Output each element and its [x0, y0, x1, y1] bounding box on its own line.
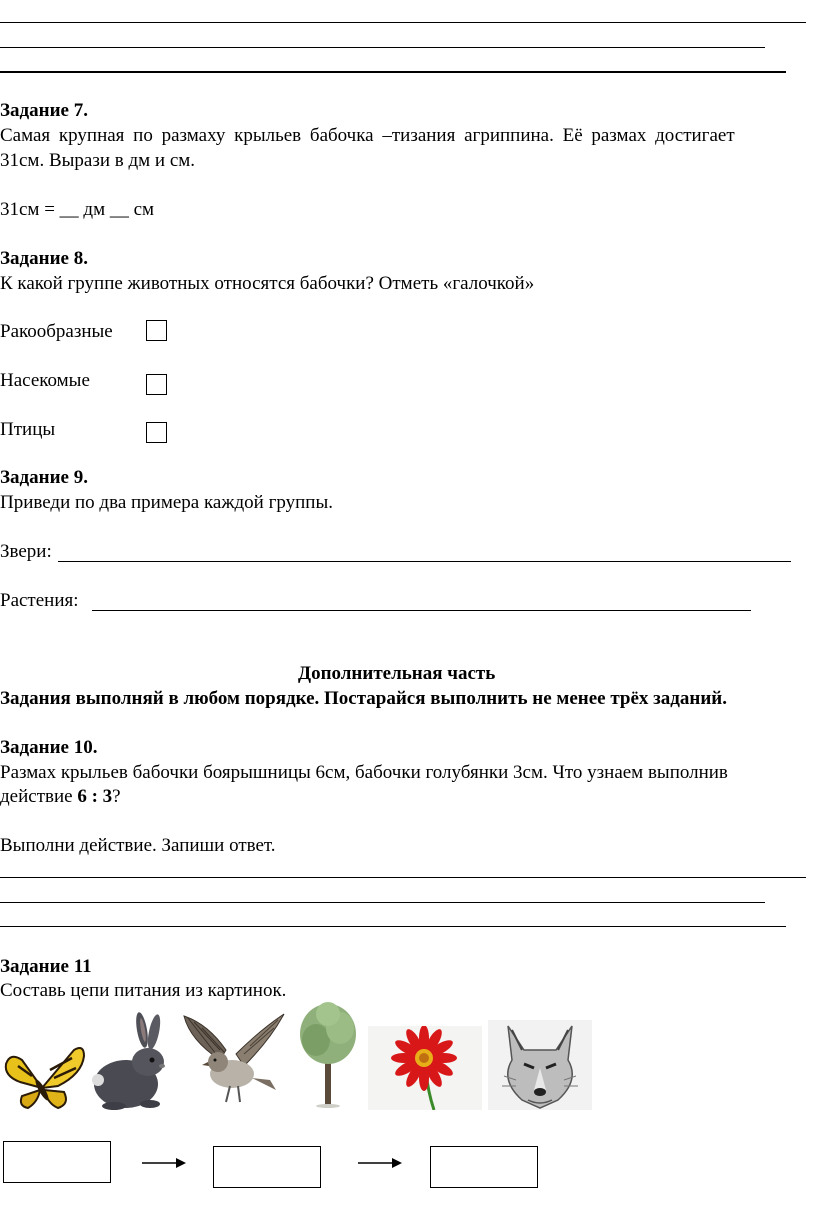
- task10-text-pre: действие: [0, 786, 78, 807]
- plants-label: Растения:: [0, 590, 79, 611]
- option-crustaceans-checkbox[interactable]: [146, 320, 167, 341]
- answer-line-1: [0, 22, 806, 23]
- flower-icon: [368, 1026, 482, 1110]
- wolf-picture: [488, 1020, 592, 1110]
- task9-text: Приведи по два примера каждой группы.: [0, 492, 333, 513]
- animals-label: Звери:: [0, 541, 52, 562]
- animals-answer-line[interactable]: [58, 561, 791, 562]
- task10-text-line2: [0, 785, 121, 809]
- arrow-icon: [142, 1158, 186, 1168]
- answer-line-3: [0, 71, 786, 73]
- task10-text-post: ?: [112, 786, 121, 807]
- task7-formula: 31см = __ дм __ см: [0, 199, 155, 220]
- tree-icon: [294, 1000, 362, 1110]
- chain-box-2[interactable]: [213, 1146, 321, 1188]
- task11-title: Задание 11: [0, 956, 92, 977]
- task7-text-line1: Самая крупная по размаху крыльев бабочка –тизания агриппина. Её размах достигает: [0, 125, 735, 146]
- task10-title: Задание 10.: [0, 737, 98, 758]
- answer-line-2: [0, 47, 765, 48]
- task10-answer-line-1[interactable]: [0, 877, 806, 878]
- option-crustaceans-label: Ракообразные: [0, 321, 113, 342]
- extra-heading: Дополнительная часть: [298, 663, 496, 684]
- arrow-icon: [358, 1158, 402, 1168]
- task8-title: Задание 8.: [0, 248, 88, 269]
- task7-text-line2: 31см. Вырази в дм и см.: [0, 150, 196, 171]
- sparrow-icon: [180, 1010, 286, 1110]
- extra-instruction: Задания выполняй в любом порядке. Постарайся выполнить не менее трёх заданий.: [0, 688, 727, 709]
- chain-box-1[interactable]: [3, 1141, 111, 1183]
- flower-picture: [368, 1026, 482, 1110]
- task10-answer-line-2[interactable]: [0, 902, 765, 903]
- butterfly-icon: [2, 1040, 88, 1112]
- task10-answer-line-3[interactable]: [0, 926, 786, 927]
- task7-title: Задание 7.: [0, 100, 88, 121]
- task10-expression: 6 : 3: [77, 786, 113, 807]
- option-insects-label: Насекомые: [0, 370, 90, 391]
- task11-text: Составь цепи питания из картинок.: [0, 980, 287, 1001]
- task9-title: Задание 9.: [0, 467, 88, 488]
- task10-instruction: Выполни действие. Запиши ответ.: [0, 835, 276, 856]
- option-birds-checkbox[interactable]: [146, 422, 167, 443]
- wolf-icon: [488, 1020, 592, 1110]
- chain-box-3[interactable]: [430, 1146, 538, 1188]
- task8-text: К какой группе животных относятся бабочки? Отметь «галочкой»: [0, 273, 535, 294]
- plants-answer-line[interactable]: [92, 610, 751, 611]
- rabbit-icon: [88, 1012, 170, 1112]
- option-birds-label: Птицы: [0, 419, 56, 440]
- option-insects-checkbox[interactable]: [146, 374, 167, 395]
- task10-text-line1: Размах крыльев бабочки боярышницы 6см, бабочки голубянки 3см. Что узнаем выполнив: [0, 762, 728, 783]
